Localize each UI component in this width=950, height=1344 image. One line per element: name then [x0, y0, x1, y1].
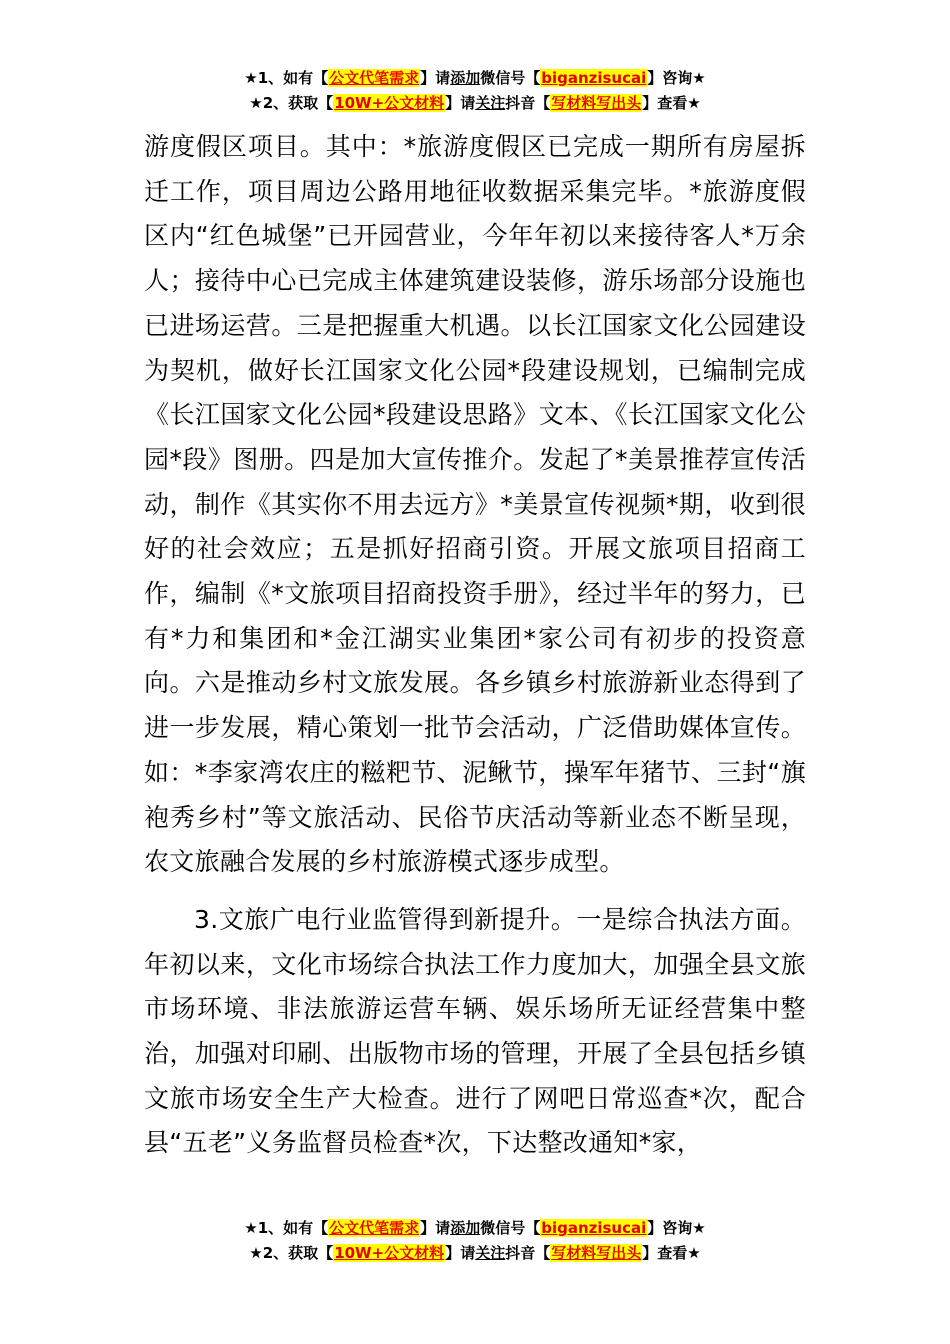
banner-underlined-text: 添加: [450, 1219, 481, 1237]
banner-underlined-text: 添加: [450, 69, 481, 87]
banner-text: 抖音【: [505, 94, 551, 112]
banner-underlined-text: 关注: [475, 94, 506, 112]
banner-text: ★2、获取【: [249, 1244, 334, 1262]
document-body: [144, 125, 806, 1166]
banner-highlight-service: 公文代笔需求: [329, 69, 420, 87]
banner-underlined-text: 关注: [475, 1244, 506, 1262]
banner-highlight-wechat-id: biganzisucai: [541, 69, 647, 87]
banner-text: 抖音【: [505, 1244, 551, 1262]
banner-text: 】请: [420, 69, 451, 87]
banner-highlight-service: 公文代笔需求: [329, 1219, 420, 1237]
banner-text: 】请: [445, 94, 476, 112]
banner-text: ★1、如有【: [244, 69, 329, 87]
paragraph-1: 游度假区项目。其中：*旅游度假区已完成一期所有房屋拆迁工作，项目周边公路用地征收数据采集完毕。*旅游度假区内“红色城堡”已开园营业，今年年初以来接待客人*万余人；接待中心已完成主体建筑建设装修，游乐场部分设施也已进场运营。三是把握重大机遇。以长江国家文化公园建设为契机，做好长江国家文化公园*段建设规划，已编制完成《长江国家文化公园*段建设思路》文本、《长江国家文化公园*段》图册。四是加大宣传推介。发起了*美景推荐宣传活动，制作《其实你不用去远方》*美景宣传视频*期，收到很好的社会效应；五是抓好招商引资。开展文旅项目招商工作，编制《*文旅项目招商投资手册》，经过半年的努力，已有*力和集团和*金江湖实业集团*家公司有初步的投资意向。六是推动乡村文旅发展。各乡镇乡村旅游新业态得到了进一步发展，精心策划一批节会活动，广泛借助媒体宣传。如：*李家湾农庄的糍粑节、泥鳅节，操军年猪节、三封“旗袍秀乡村”等文旅活动、民俗节庆活动等新业态不断呈现，农文旅融合发展的乡村旅游模式逐步成型。: [144, 132, 806, 877]
banner-highlight-douyin-account: 写材料写出头: [551, 94, 642, 112]
banner-text: 】咨询★: [647, 1219, 706, 1237]
paragraph-2: 3.文旅广电行业监管得到新提升。一是综合执法方面。年初以来，文化市场综合执法工作力度加大，加强全县文旅市场环境、非法旅游运营车辆、娱乐场所无证经营集中整治，加强对印刷、出版物市场的管理，开展了全县包括乡镇文旅市场安全生产大检查。进行了网吧日常巡查*次，配合县“五老”义务监督员检查*次，下达整改通知*家，: [144, 904, 806, 1158]
banner-text: 】请: [445, 1244, 476, 1262]
banner-highlight-douyin-account: 写材料写出头: [551, 1244, 642, 1262]
banner-text: ★1、如有【: [244, 1219, 329, 1237]
banner-highlight-materials: 10W+公文材料: [334, 94, 445, 112]
banner-line-2: [0, 1241, 950, 1266]
banner-text: 】请: [420, 1219, 451, 1237]
banner-line-2: [0, 91, 950, 116]
banner-text: ★2、获取【: [249, 94, 334, 112]
banner-text: 】查看★: [642, 1244, 701, 1262]
banner-text: 】查看★: [642, 94, 701, 112]
banner-line-1: [0, 1216, 950, 1241]
banner-text: 微信号【: [480, 1219, 541, 1237]
banner-text: 微信号【: [480, 69, 541, 87]
banner-text: 】咨询★: [647, 69, 706, 87]
banner-highlight-wechat-id: biganzisucai: [541, 1219, 647, 1237]
banner-line-1: [0, 66, 950, 91]
footer-banner: [0, 1216, 950, 1266]
banner-highlight-materials: 10W+公文材料: [334, 1244, 445, 1262]
header-banner: [0, 66, 950, 116]
